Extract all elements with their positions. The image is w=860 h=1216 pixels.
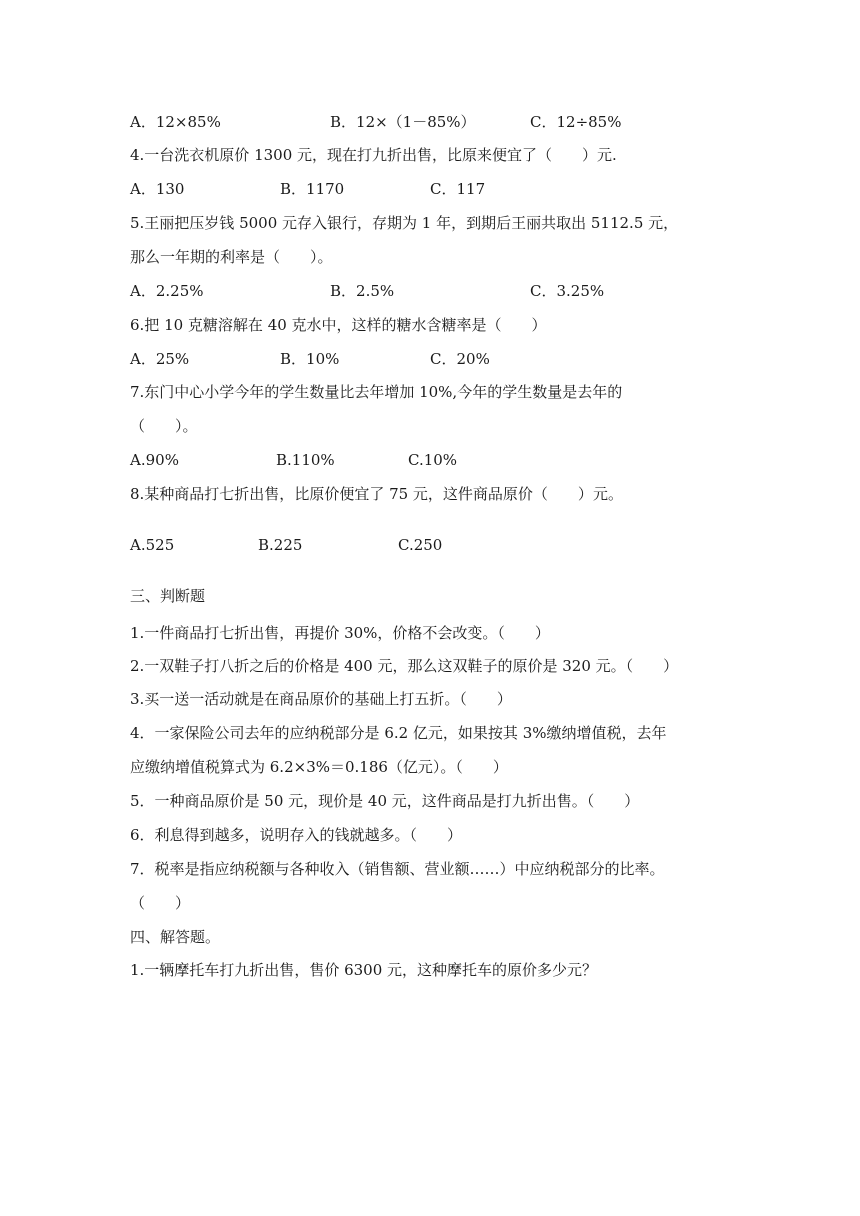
- q7-text-line1: 7.东门中心小学今年的学生数量比去年增加 10%,今年的学生数量是去年的: [130, 383, 623, 401]
- section3-item: 2.一双鞋子打八折之后的价格是 400 元，那么这双鞋子的原价是 320 元。（ ）: [130, 657, 679, 675]
- section4-heading: 四、解答题。: [130, 928, 221, 946]
- q7-option-c: C.10%: [408, 451, 458, 469]
- section3-item-continued: （ ）: [130, 894, 191, 912]
- q4-option-b: B．1170: [280, 180, 345, 198]
- section3-item: 7．税率是指应纳税额与各种收入（销售额、营业额……）中应纳税部分的比率。: [130, 860, 665, 878]
- q4-text: 4.一台洗衣机原价 1300 元，现在打九折出售，比原来便宜了（ ）元.: [130, 146, 617, 164]
- q8-option-c: C.250: [398, 536, 443, 554]
- q4-option-a: A．130: [130, 180, 185, 198]
- q5-option-a: A．2.25%: [130, 282, 204, 300]
- q3-option-a: A．12×85%: [130, 113, 221, 131]
- section3-item-continued: 应缴纳增值税算式为 6.2×3%＝0.186（亿元）。（ ）: [130, 758, 508, 776]
- q3-option-c: C．12÷85%: [530, 113, 622, 131]
- q3-option-b: B．12×（1－85%）: [330, 113, 476, 131]
- section3-item: 4．一家保险公司去年的应纳税部分是 6.2 亿元，如果按其 3%缴纳增值税，去年: [130, 724, 667, 742]
- q8-option-a: A.525: [130, 536, 175, 554]
- section3-item: 3.买一送一活动就是在商品原价的基础上打五折。（ ）: [130, 690, 512, 708]
- section3-item: 6．利息得到越多，说明存入的钱就越多。（ ）: [130, 826, 463, 844]
- q6-option-c: C．20%: [430, 350, 490, 368]
- q5-option-b: B．2.5%: [330, 282, 395, 300]
- q6-text: 6.把 10 克糖溶解在 40 克水中，这样的糖水含糖率是（ ）: [130, 316, 547, 334]
- q7-option-b: B.110%: [276, 451, 335, 469]
- section3-heading: 三、判断题: [130, 587, 206, 605]
- q7-option-a: A.90%: [130, 451, 179, 469]
- q5-text-line1: 5.王丽把压岁钱 5000 元存入银行，存期为 1 年，到期后王丽共取出 5112.5 元，: [130, 214, 679, 232]
- q6-option-a: A．25%: [130, 350, 190, 368]
- section4-item: 1.一辆摩托车打九折出售，售价 6300 元，这种摩托车的原价多少元？: [130, 961, 598, 979]
- section3-item: 1.一件商品打七折出售，再提价 30%，价格不会改变。（ ）: [130, 624, 550, 642]
- section3-item: 5．一种商品原价是 50 元，现价是 40 元，这件商品是打九折出售。（ ）: [130, 792, 640, 810]
- q6-option-b: B．10%: [280, 350, 340, 368]
- q5-option-c: C．3.25%: [530, 282, 605, 300]
- q8-option-b: B.225: [258, 536, 303, 554]
- q5-text-line2: 那么一年期的利率是（ ）。: [130, 248, 333, 266]
- q4-option-c: C．117: [430, 180, 486, 198]
- q7-text-line2: （ ）。: [130, 417, 198, 435]
- q8-text: 8.某种商品打七折出售，比原价便宜了 75 元，这件商品原价（ ）元。: [130, 485, 623, 503]
